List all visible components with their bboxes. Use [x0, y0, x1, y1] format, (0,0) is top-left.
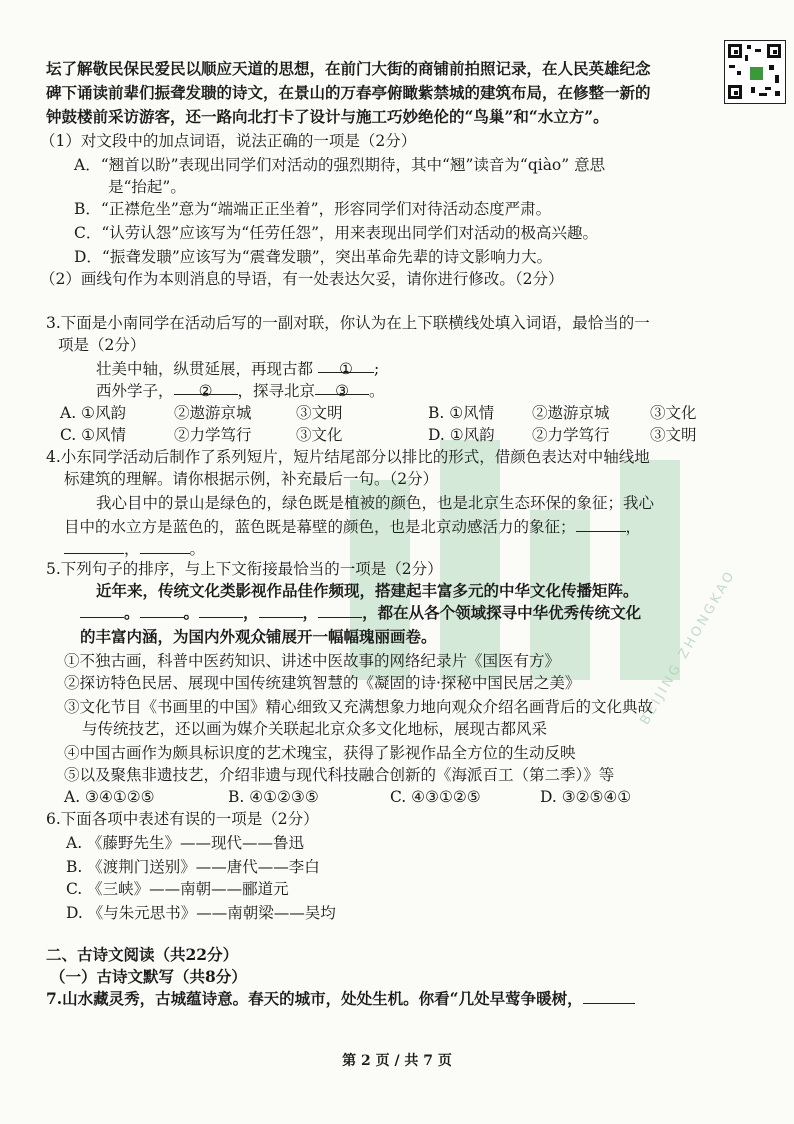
intro-line-2: 碑下诵读前辈们振聋发聩的诗文，在景山的万春亭俯瞰紫禁城的建筑布局，在修整一新的 [46, 83, 651, 102]
q4-example-1: 我心目中的景山是绿色的，绿色既是植被的颜色，也是北京生态环保的象征；我心 [96, 494, 655, 512]
intro-line-1: 坛了解敬民保民爱民以顺应天道的思想，在前门大街的商铺前拍照记录，在人民英雄纪念 [46, 59, 651, 78]
q5-item-4: ④中国古画作为颇具标识度的艺术瑰宝，获得了影视作品全方位的生动反映 [64, 744, 576, 762]
q2-option-a-cont: 是“抬起”。 [108, 178, 186, 196]
q5-text-3: 的丰富内涵，为国内外观众铺展开一幅幅瑰丽画卷。 [80, 627, 437, 646]
couplet-blank-2: ② [174, 380, 238, 395]
q4-stem-2: 标建筑的理解。请你根据示例，补充最后一句。（2分） [64, 470, 439, 488]
q2-option-a: A．“翘首以盼”表现出同学们对活动的强烈期待，其中“翘”读音为“qiào” 意思 [74, 156, 606, 174]
q2-option-c: C．“认劳认怨”应该写为“任劳任怨”，用来表现出同学们对活动的极高兴趣。 [74, 224, 599, 242]
couplet-upper-text: 壮美中轴，纵贯延展，再现古都 [96, 360, 314, 378]
q5-blank-2[interactable] [140, 603, 184, 618]
q6-stem: 6.下面各项中表述有误的一项是（2分） [46, 810, 319, 828]
q4-example-2: 目中的水立方是蓝色的，蓝色既是幕壁的颜色，也是北京动感活力的象征； ， [64, 518, 642, 536]
q5-item-3: ③文化节目《书画里的中国》精心细致又充满想象力地向观众介绍名画背后的文化典故 [64, 698, 654, 716]
couplet-lower-text-a: 西外学子， [96, 382, 174, 400]
couplet-lower-text-b: ，探寻北京 [237, 382, 316, 400]
q6-option-b: B. 《渡荆门送别》——唐代——李白 [66, 858, 320, 876]
q5-text-2: 。 。 ， ， ，都在从各个领域探寻中华优秀传统文化 [80, 602, 641, 624]
intro-line-3: 钟鼓楼前采访游客，还一路向北打卡了设计与施工巧妙绝伦的“鸟巢”和“水立方”。 [46, 107, 609, 126]
q3-stem-1: 3.下面是小南同学在活动后写的一副对联，你认为在上下联横线处填入词语，最恰当的一 [46, 314, 650, 332]
couplet-blank-1: ① [318, 358, 374, 373]
q7-stem: 7.山水藏灵秀，古城蕴诗意。春天的城市，处处生机。你看“几处早莺争暖树， [46, 988, 635, 1010]
q2-part1: （1）对文段中的加点词语，说法正确的一项是（2分） [40, 132, 417, 150]
q5-item-5: ⑤以及聚焦非遗技艺，介绍非遗与现代科技融合创新的《海派百工（第二季）》等 [64, 766, 615, 784]
section-2-title: 二、古诗文阅读（共22分） [46, 945, 239, 964]
q5-item-1: ①不独古画，科普中医药知识、讲述中医故事的网络纪录片《国医有方》 [64, 652, 561, 670]
q5-blank-5[interactable] [318, 603, 362, 618]
q4-blank-3[interactable] [140, 539, 190, 554]
couplet-blank-3: ③ [315, 380, 369, 395]
watermark-text: BEIJING ZHONGKAO [637, 567, 739, 728]
q4-blank-2[interactable] [64, 539, 124, 554]
q4-blank-1[interactable] [576, 517, 626, 532]
q2-part2: （2）画线句作为本则消息的导语，有一处表达欠妥，请你进行修改。（2分） [40, 270, 564, 288]
page-footer: 第 2 页 / 共 7 页 [342, 1053, 452, 1069]
q5-stem: 5.下列句子的排序，与上下文衔接最恰当的一项是（2分） [46, 560, 443, 578]
q7-blank[interactable] [583, 989, 635, 1004]
q6-option-a: A. 《藤野先生》——现代——鲁迅 [66, 834, 305, 852]
q5-text-1: 近年来，传统文化类影视作品佳作频现，搭建起丰富多元的中华文化传播矩阵。 [96, 581, 639, 600]
q5-blank-3[interactable] [199, 603, 243, 618]
q4-stem-1: 4.小东同学活动后制作了系列短片，短片结尾部分以排比的形式，借颜色表达对中轴线地 [46, 448, 650, 466]
q6-option-d: D. 《与朱元思书》——南朝梁——吴均 [66, 904, 336, 922]
q5-blank-4[interactable] [259, 603, 303, 618]
q6-option-c: C. 《三峡》——南朝——郦道元 [66, 880, 289, 898]
q5-item-3-cont: 与传统技艺，还以画为媒介关联起北京众多文化地标，展现古都风采 [82, 720, 548, 738]
q2-option-b: B．“正襟危坐”意为“端端正正坐着”，形容同学们对待活动态度严肃。 [74, 200, 552, 218]
q4-answer-line: ， 。 [64, 538, 205, 560]
qr-code [724, 40, 786, 104]
q3-couplet-lower: 西外学子， ② ，探寻北京 ③ 。 [96, 382, 385, 400]
q3-couplet-upper: 壮美中轴，纵贯延展，再现古都 ① ; [96, 360, 380, 378]
exam-page: BEIJING ZHONGKAO 坛了解敬民保民爱民以顺应天道的思想，在前门大街的商铺前拍照记录，在人民英雄纪念 碑下诵读前辈们振聋发聩的诗文，在景山的万春亭俯瞰紫禁城的建筑布局，在修整一新的 钟鼓楼前采访游客，还一路向北打卡了设计与施工巧妙绝伦的“鸟巢”和“水立方”。 （1）对文段中的加点词语，说法正确的一项是（2分） A．“翘首以盼”表现出同学们对活动的强烈期待，其中“翘”读音为“qiào” 意思 是“抬起”。 B．“正襟危坐”意为“端端正正坐着”，形容同学们对待活动态度严肃。 C．“认劳认怨”应该写为“任劳任怨”，用来表现出同学们对活动的极高兴趣。 D．“振聋发聩”应该写为“震聋发聩”，突出革命先辈的诗文影响力大。 （2）画线句作为本则消息的导语，有一处表达欠妥，请你进行修改。（2分） 3.下面是小南同学在活动后写的一副对联，你认为在上下联横线处填入词语，最恰当的一 项是（2分） 壮美中轴，纵贯延展，再现古都 ① ; 西外学子， ② ，探寻北京 ③ 。 A. ①风韵 ②遨游京城 ③文明 B. ①风情 ②遨游京城 ③文化 C. ①风情 ②力学笃行 ③文化 D. ①风韵 ②力学笃行 ③文明 4.小东同学活动后制作了系列短片，短片结尾部分以排比的形式，借颜色表达对中轴线地 标建筑的理解。请你根据示例，补充最后一句。（2分） 我心目中的景山是绿色的，绿色既是植被的颜色，也是北京生态环保的象征；我心 目中的水立方是蓝色的，蓝色既是幕壁的颜色，也是北京动感活力的象征； ， ， 。 5.下列句子的排序，与上下文衔接最恰当的一项是（2分） 近年来，传统文化类影视作品佳作频现，搭建起丰富多元的中华文化传播矩阵。 。 。 ， ， ，都在从各个领域探寻中华优秀传统文化 的丰富内涵，为国内外观众铺展开一幅幅瑰丽画卷。 ①不独古画，科普中医药知识、讲述中医故事的网络纪录片《国医有方》 ②探访特色民居、展现中国传统建筑智慧的《凝固的诗·探秘中国民居之美》 ③文化节目《书画里的中国》精心细致又充满想象力地向观众介绍名画背后的文化典故 与传统技艺，还以画为媒介关联起北京众多文化地标，展现古都风采 ④中国古画作为颇具标识度的艺术瑰宝，获得了影视作品全方位的生动反映 ⑤以及聚焦非遗技艺，介绍非遗与现代科技融合创新的《海派百工（第二季）》等 A. ③④①②⑤ B. ④①②③⑤ C. ④③①②⑤ D. ③②⑤④① 6.下面各项中表述有误的一项是（2分） A. 《藤野先生》——现代——鲁迅 B. 《渡荆门送别》——唐代——李白 C. 《三峡》——南朝——郦道元 D. 《与朱元思书》——南朝梁——吴均 二、古诗文阅读（共22分） （一）古诗文默写（共8分） 7.山水藏灵秀，古城蕴诗意。春天的城市，处处生机。你看“几处早莺争暖树， 第 2 页 / 共 7 页 [0, 0, 794, 1124]
q5-blank-1[interactable] [80, 603, 124, 618]
q5-item-2: ②探访特色民居、展现中国传统建筑智慧的《凝固的诗·探秘中国民居之美》 [64, 674, 581, 692]
q3-stem-2: 项是（2分） [58, 336, 146, 354]
q2-option-d: D．“振聋发聩”应该写为“震聋发聩”，突出革命先辈的诗文影响力大。 [74, 248, 553, 266]
section-2-subtitle: （一）古诗文默写（共8分） [50, 967, 247, 986]
